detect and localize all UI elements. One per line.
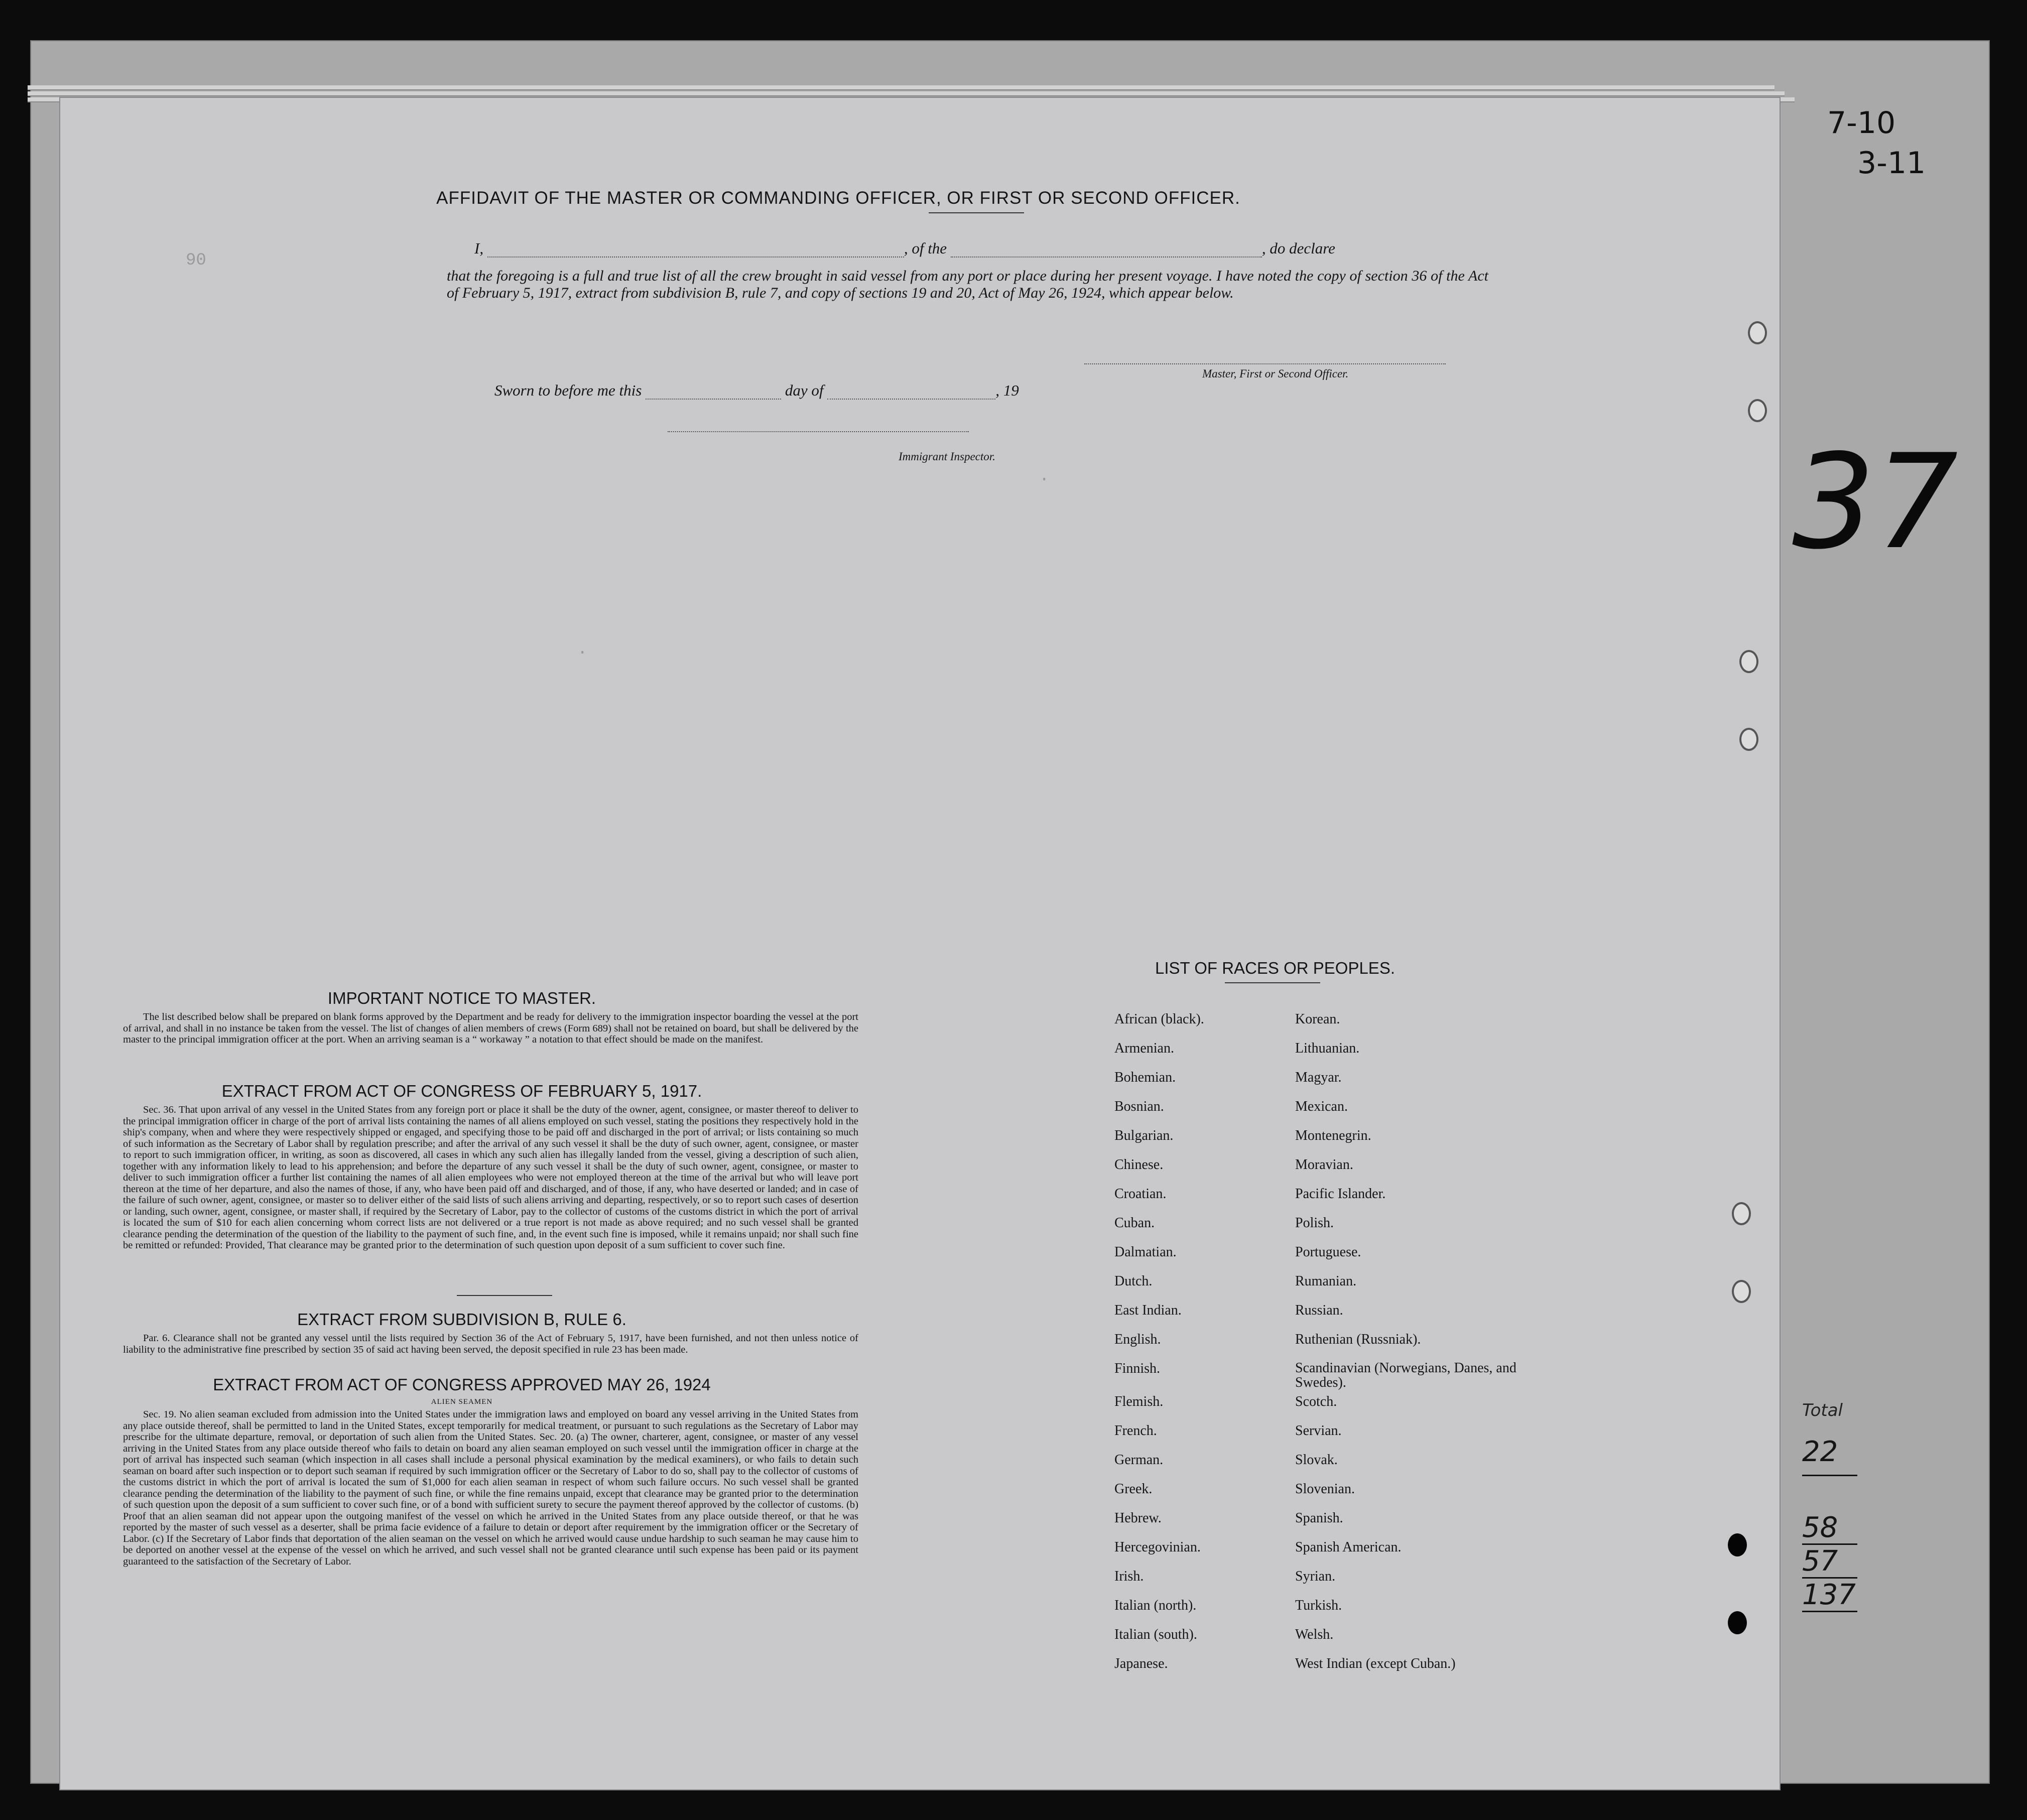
alien-seamen-subtitle: ALIEN SEAMEN [431,1398,493,1406]
binder-hole [1748,321,1767,344]
race-item: Croatian. [1114,1186,1167,1202]
race-item: Bosnian. [1114,1099,1164,1114]
race-item: West Indian (except Cuban.) [1295,1656,1456,1671]
binder-hole [1732,1202,1751,1225]
race-item: Irish. [1114,1569,1144,1584]
margin-note-top-2: 3-11 [1857,146,1926,181]
race-item: Flemish. [1114,1394,1164,1409]
race-item: Russian. [1295,1303,1343,1318]
race-item: Welsh. [1295,1627,1334,1642]
race-item: Chinese. [1114,1157,1164,1173]
race-item: English. [1114,1332,1161,1347]
binder-hole [1739,650,1758,673]
race-item: Slovenian. [1295,1481,1355,1497]
race-item: German. [1114,1452,1164,1468]
subdivision-text: Par. 6. Clearance shall not be granted any vessel until the lists required by Section 36 of the Act of February 5, 1917, have been furnished, and not then unless notice of liability to the administrative fine prescribed by section 35 of said act having been served, the deposit specified in rule 23 has been made. [123,1333,858,1355]
total-value: 22 [1802,1436,1857,1476]
declarant-name-field[interactable] [487,239,904,257]
race-item: French. [1114,1423,1157,1439]
master-signature-field[interactable] [1084,346,1446,364]
total-value: 137 [1802,1579,1857,1612]
extract-1924-text: Sec. 19. No alien seaman excluded from admission into the United States under the immigration laws and employed on board any vessel arriving in the United States from any place outside thereof, shall be permitted to land in the United States, except temporarily for medical treatment, or pursuant to such regulations as the Secretary of Labor may prescribe for the ultimate departure, removal, or deportation of such alien from the United States. Sec. 20. (a) The owner, charterer, agent, consignee, or master of any vessel arriving in the United States from any place outside thereof who fails to detain on board any alien seaman employed on such vessel until the immigration officer in charge at the port of arrival has inspected such seaman (which inspection in all cases shall include a personal physical examination by the medical examiners), or who fails to detain such seaman on board after such inspection or to deport such seaman if required by such immigration officer or the Secretary of Labor to do so, shall pay to the collector of customs of the customs district in which the port of arrival is located the sum of $1,000 for each alien seaman in respect of whom such failure occurs. No such vessel shall be granted clearance pending the determination of the liability to the payment of such fine, or while the fine remains unpaid, except that clearance may be granted prior to the determination of such question upon the deposit of a sum sufficient to cover such fine, or of a bond with sufficient surety to secure the payment thereof approved by the collector of customs. (b) Proof that an alien seaman did not appear upon the outgoing manifest of the vessel on which he arrived in the United States from any place outside thereof, or that he was reported by the master of such vessel as a deserter, shall be prima facie evidence of a failure to detain or deport after requirement by the immigration officer or the Secretary of Labor. (c) If the Secretary of Labor finds that deportation of the alien seaman on the vessel on which he arrived would cause undue hardship to such seaman he may cause him to be deported on another vessel at the expense of the vessel on which he arrived, and such vessel shall not be granted clearance until such expense has been paid or its payment guaranteed to the satisfaction of the Secretary of Labor. [123,1409,858,1567]
race-item: Spanish American. [1295,1539,1402,1555]
page-edge [28,91,1785,96]
declaration-line [474,239,1488,257]
sworn-label: Sworn to before me this [494,381,642,399]
declare-label: , do declare [1261,239,1335,257]
vessel-name-field[interactable] [951,239,1262,257]
subdivision-title: EXTRACT FROM SUBDIVISION B, RULE 6. [297,1310,626,1329]
extract-1924-title: EXTRACT FROM ACT OF CONGRESS APPROVED MAY 26, 1924 [213,1375,711,1394]
binder-hole [1748,399,1767,422]
sworn-day-field[interactable] [646,381,781,400]
total-value: 57 [1802,1545,1857,1579]
race-item: Italian (north). [1114,1598,1197,1613]
page-edge [28,85,1775,90]
races-right-list [1295,1011,1521,1685]
notice-title: IMPORTANT NOTICE TO MASTER. [327,989,596,1007]
race-item: Mexican. [1295,1099,1348,1114]
binder-hole [1728,1533,1747,1556]
margin-note-top: 7-10 [1827,105,1896,141]
race-item: Korean. [1295,1011,1340,1027]
race-item: African (black). [1114,1011,1204,1027]
race-item: Rumanian. [1295,1273,1357,1289]
declaration-body: that the foregoing is a full and true list of all the crew brought in said vessel from any port or place during her present voyage. I have noted the copy of section 36 of the Act of February 5, 1917, extract from subdivision B, rule 7, and copy of sections 19 and 20, Act of May 26, 1924, which appear below. [447,268,1488,301]
race-item: Finnish. [1114,1361,1161,1376]
races-left-list [1114,1011,1315,1685]
binder-hole [1728,1611,1747,1634]
races-title: LIST OF RACES OR PEOPLES. [1155,959,1396,977]
margin-big-number: 37 [1792,427,1958,578]
race-item: Pacific Islander. [1295,1186,1386,1202]
of-the-label: , of the [904,239,947,257]
race-item: Cuban. [1114,1215,1155,1231]
race-item: Scotch. [1295,1394,1337,1409]
declarant-prefix: I, [474,239,484,257]
sworn-line [494,381,1019,400]
notice-text: The list described below shall be prepared on blank forms approved by the Department and be ready for delivery to the immigration inspector boarding the vessel at the port of arrival, and shall in no instance be taken from the vessel. The list of changes of alien members of crews (Form 689) shall not be retained on board, but shall be delivered by the master to the principal immigration officer at the port. When an arriving seaman is a “ workaway ” a notation to that effect should be made on the manifest. [123,1011,858,1045]
race-item: Dutch. [1114,1273,1153,1289]
race-item: Montenegrin. [1295,1128,1371,1143]
race-item: Servian. [1295,1423,1342,1439]
race-item: Hebrew. [1114,1510,1162,1526]
race-item: East Indian. [1114,1303,1182,1318]
race-item: Moravian. [1295,1157,1353,1173]
extract-1917-title: EXTRACT FROM ACT OF CONGRESS OF FEBRUARY 5, 1917. [221,1082,702,1100]
binder-hole [1739,728,1758,751]
race-item: Armenian. [1114,1041,1174,1056]
binder-hole [1732,1280,1751,1303]
inspector-signature-field[interactable] [668,414,969,432]
affidavit-page: 90 . . AFFIDAVIT OF THE MASTER OR COMMANDING OFFICER, OR FIRST OR SECOND OFFICER. I, , of the , do declare that the foregoing is a full and true list of all the crew brought in said vessel from any port or place during her present voyage. I have noted the copy of section 36 of the Act of February 5, 1917, extract from subdivision B, rule 7, and copy of sections 19 and 20, Act of May 26, 1924, which appear below. Master, First or Second Officer. Sworn to before me this day of , 19 Immigrant Inspector. IMPORTANT NOTICE TO MASTER. The list described below shall be prepared on blank forms approved by the Department and be ready for delivery to the immigration inspector boarding the vessel at the port of arrival, and shall in no instance be taken from the vessel. The list of changes of alien members of crews (Form 689) shall not be retained on board, but shall be delivered by the master to the principal immigration officer at the port. When an arriving seaman is a “ workaway ” a notation to that effect should be made on the manifest. EXTRACT FROM ACT OF CONGRESS OF FEBRUARY 5, 1917. Sec. 36. That upon arrival of any vessel in the United States from any foreign port or place it shall be the duty of the owner, agent, consignee, or master thereof to deliver to the principal immigration officer in charge of the port of arrival lists containing the names of all aliens employed on such vessel, stating the positions they respectively hold in the ship's company, when and where they were respectively shipped or engaged, and specifying those to be paid off and discharged in the port of arrival; or lists containing so much of such information as the Secretary of Labor shall by regulation prescribe; and after the arrival of any such vessel it shall be the duty of such owner, agent, consignee, or master to report to such immigration officer, in writing, as soon as discovered, all cases in which any such alien has illegally landed from the vessel, giving a description of such alien, together with any information likely to lead to his apprehension; and before the departure of any such vessel it shall be the duty of such owner, agent, consignee, or master to deliver to such immigration officer a further list containing the names of all alien employees who were not employed thereon at the time of the arrival but who will leave port thereon at the time of her departure, and also the names of those, if any, who have been paid off and discharged, and of those, if any, who have deserted or landed; and in case of the failure of such owner, agent, consignee, or master so to deliver either of the said lists of such aliens arriving and departing, respectively, or so to report such cases of desertion or landing, such owner, agent, consignee, or master shall, if required by the Secretary of Labor, pay to the collector of customs of the customs district in which the port of arrival is located the sum of $10 for each alien concerning whom correct lists are not delivered or a true report is not made as above required; and no such vessel shall be granted clearance pending the determination of the question of the liability to the payment of such fine, and, in the event such fine is imposed, while it remains unpaid; nor shall such fine be remitted or refunded: Provided, That clearance may be granted prior to the determination of such question upon deposit of a sum sufficient to cover such fine. EXTRACT FROM SUBDIVISION B, RULE 6. Par. 6. Clearance shall not be granted any vessel until the lists required by Section 36 of the Act of February 5, 1917, have been furnished, and not then unless notice of liability to the administrative fine prescribed by section 35 of said act having been served, the deposit specified in rule 23 has been made. EXTRACT FROM ACT OF CONGRESS APPROVED MAY 26, 1924 ALIEN SEAMEN Sec. 19. No alien seaman excluded from admission into the United States under the immigration laws and employed on board any vessel arriving in the United States from any place outside thereof, shall be permitted to land in the United States, except temporarily for medical treatment, or pursuant to such regulations as the Secretary of Labor may prescribe for the ultimate departure, removal, or deportation of such alien from the United States. Sec. 20. (a) The owner, charterer, agent, consignee, or master of any vessel arriving in the United States from any place outside thereof who fails to detain on board any alien seaman employed on such vessel until the immigration officer in charge at the port of arrival has inspected such seaman (which inspection in all cases shall include a personal physical examination by the medical examiners), or who fails to detain such seaman on board after such inspection or to deport such seaman if required by such immigration officer or the Secretary of Labor to do so, shall pay to the collector of customs of the customs district in which the port of arrival is located the sum of $1,000 for each alien seaman in respect of whom such failure occurs. No such vessel shall be granted clearance pending the determination of the liability to the payment of such fine, or while the fine remains unpaid, except that clearance may be granted prior to the determination of such question upon the deposit of a sum sufficient to cover such fine, or of a bond with sufficient surety to secure the payment thereof approved by the collector of customs. (b) Proof that an alien seaman did not appear upon the outgoing manifest of the vessel on which he arrived in the United States from any place outside thereof, or that he was reported by the master of such vessel as a deserter, shall be prima facie evidence of a failure to detain or deport after requirement by the immigration officer or the Secretary of Labor. (c) If the Secretary of Labor finds that deportation of the alien seaman on the vessel on which he arrived would cause undue hardship to such seaman he may cause him to be deported on another vessel at the expense of the vessel on which he arrived, and such vessel shall not be granted clearance until such expense has been paid or its payment guaranteed to the satisfaction of the Secretary of Labor. LIST OF RACES OR PEOPLES. African (black). Armenian. Bohemian. Bosnian. Bulgarian. Chinese. Croatian. Cuban. Dalmatian. Dutch. East Indian. English. Finnish. Flemish. French. German. Greek. Hebrew. Hercegovinian. Irish. Italian (north). Italian (south). Japanese. Korean. Lithuanian. Magyar. Mexican. Montenegrin. Moravian. Pacific Islander. Polish. Portuguese. Rumanian. Russian. Ruthenian (Russniak). Scandinavian (Norwegians, Danes, and Swedes). Scotch. Servian. Slovak. Slovenian. Spanish. Spanish American. Syrian. Turkish. Welsh. West Indian (except Cuban.) [60,98,1780,1789]
race-item: Portuguese. [1295,1244,1361,1260]
race-item: Polish. [1295,1215,1334,1231]
race-item: Dalmatian. [1114,1244,1177,1260]
race-item: Japanese. [1114,1656,1168,1671]
race-item: Magyar. [1295,1070,1342,1085]
race-item: Greek. [1114,1481,1153,1497]
race-item: Turkish. [1295,1598,1342,1613]
inspector-caption: Immigrant Inspector. [899,450,995,463]
affidavit-title: AFFIDAVIT OF THE MASTER OR COMMANDING OFFICER, OR FIRST OR SECOND OFFICER. [436,188,1240,208]
total-label: Total [1802,1400,1843,1420]
totals-column [1802,1400,1857,1612]
sworn-year-label: , 19 [995,381,1019,399]
race-item: Scandinavian (Norwegians, Danes, and Swedes). [1295,1360,1516,1390]
race-item: Hercegovinian. [1114,1539,1201,1555]
extract-1917-text: Sec. 36. That upon arrival of any vessel in the United States from any foreign port or place it shall be the duty of the owner, agent, consignee, or master thereof to deliver to the principal immigration officer in charge of the port of arrival lists containing the names of all aliens employed on such vessel, stating the positions they respectively hold in the ship's company, when and where they were respectively shipped or engaged, and specifying those to be paid off and discharged in the port of arrival; or lists containing so much of such information as the Secretary of Labor shall by regulation prescribe; and after the arrival of any such vessel it shall be the duty of such owner, agent, consignee, or master to report to such immigration officer, in writing, as soon as discovered, all cases in which any such alien has illegally landed from the vessel, giving a description of such alien, together with any information likely to lead to his apprehension; and before the departure of any such vessel it shall be the duty of such owner, agent, consignee, or master to deliver to such immigration officer a further list containing the names of all alien employees who were not employed thereon at the time of the arrival but who will leave port thereon at the time of her departure, and also the names of those, if any, who have been paid off and discharged, and of those, if any, who have deserted or landed; and in case of the failure of such owner, agent, consignee, or master so to deliver either of the said lists of such aliens arriving and departing, respectively, or so to report such cases of desertion or landing, such owner, agent, consignee, or master shall, if required by the Secretary of Labor, pay to the collector of customs of the customs district in which the port of arrival is located the sum of $10 for each alien concerning whom correct lists are not delivered or a true report is not made as above required; and no such vessel shall be granted clearance pending the determination of the question of the liability to the payment of such fine, and, in the event such fine is imposed, while it remains unpaid; nor shall such fine be remitted or refunded: Provided, That clearance may be granted prior to the determination of such question upon deposit of a sum sufficient to cover such fine. [123,1104,858,1251]
sworn-month-field[interactable] [827,381,995,400]
race-item: Lithuanian. [1295,1041,1360,1056]
race-item: Italian (south). [1114,1627,1197,1642]
race-item: Spanish. [1295,1510,1343,1526]
race-item: Slovak. [1295,1452,1338,1468]
master-signature-caption: Master, First or Second Officer. [1202,367,1349,380]
race-item: Bulgarian. [1114,1128,1174,1143]
race-item: Bohemian. [1114,1070,1176,1085]
race-item: Ruthenian (Russniak). [1295,1332,1421,1347]
day-of-label: day of [785,381,824,399]
total-value: 58 [1802,1511,1857,1545]
race-item: Syrian. [1295,1569,1336,1584]
